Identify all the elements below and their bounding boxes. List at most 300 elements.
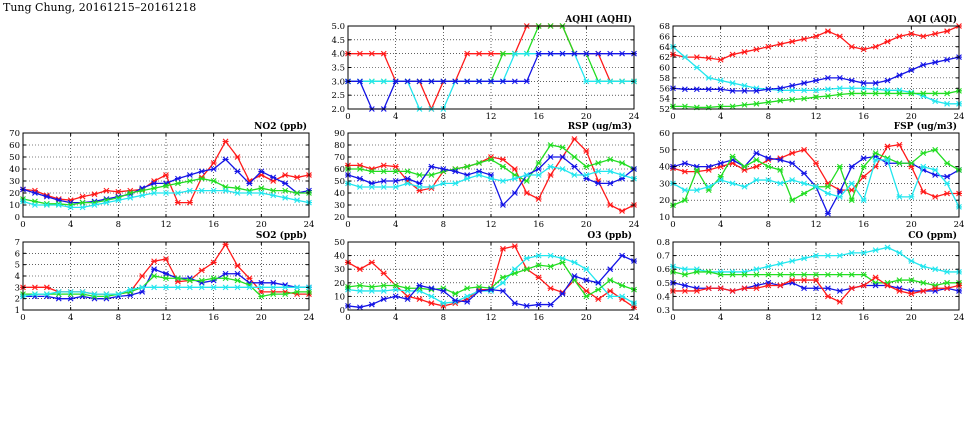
data-point <box>742 49 748 54</box>
data-point <box>849 91 855 96</box>
data-point <box>548 253 554 258</box>
chart-title: SO2 (ppb) <box>255 231 307 241</box>
panel-co <box>656 230 964 323</box>
data-point <box>294 198 300 203</box>
y-tick-label: 60 <box>659 129 670 139</box>
data-point <box>464 164 470 169</box>
data-point <box>789 83 795 88</box>
data-point <box>920 264 926 269</box>
y-tick-label: 0.7 <box>656 251 670 262</box>
data-point <box>694 188 700 193</box>
data-point <box>619 294 625 299</box>
y-tick-label: 7 <box>14 238 20 248</box>
data-point <box>440 288 446 293</box>
data-point <box>944 181 950 186</box>
data-point <box>694 288 700 293</box>
y-tick-label: 60 <box>9 141 20 151</box>
data-point <box>512 79 518 84</box>
data-point <box>357 167 363 172</box>
data-point <box>536 167 542 172</box>
data-point <box>282 181 288 186</box>
data-point <box>619 283 625 288</box>
data-point <box>813 184 819 189</box>
x-tick-label: 20 <box>580 112 592 122</box>
data-point <box>682 267 688 272</box>
data-point <box>595 79 601 84</box>
y-tick-label: 52 <box>659 105 670 115</box>
y-tick-label: 30 <box>659 179 670 190</box>
data-point <box>607 288 613 293</box>
data-point <box>258 285 264 290</box>
data-point <box>789 88 795 93</box>
x-tick-label: 0 <box>670 313 676 323</box>
data-point <box>837 92 843 97</box>
data-point <box>175 176 181 181</box>
data-point <box>258 186 264 191</box>
data-point <box>595 51 601 56</box>
y-tick-label: 0.3 <box>656 306 670 316</box>
data-point <box>175 200 181 205</box>
data-point <box>607 267 613 272</box>
data-point <box>211 285 217 290</box>
data-point <box>873 91 879 96</box>
y-tick-label: 2 <box>14 294 20 305</box>
data-point <box>885 144 891 149</box>
x-tick-label: 12 <box>485 220 497 230</box>
data-point <box>500 179 506 184</box>
data-point <box>560 155 566 160</box>
data-point <box>223 276 229 281</box>
data-point <box>548 264 554 269</box>
data-point <box>742 88 748 93</box>
data-point <box>706 75 712 80</box>
data-point <box>464 176 470 181</box>
y-tick-label: 90 <box>334 129 345 139</box>
data-point <box>777 98 783 103</box>
y-tick-label: 70 <box>9 129 20 139</box>
data-point <box>920 280 926 285</box>
data-point <box>428 164 434 169</box>
x-tick-label: 12 <box>810 220 822 230</box>
data-point <box>571 164 577 169</box>
data-point <box>932 267 938 272</box>
data-point <box>405 297 411 302</box>
data-point <box>235 186 241 191</box>
data-point <box>849 286 855 291</box>
data-point <box>369 185 375 190</box>
x-tick-label: 24 <box>628 112 640 122</box>
data-point <box>571 274 577 279</box>
y-tick-label: 0 <box>339 306 345 316</box>
data-point <box>187 200 193 205</box>
y-tick-label: 20 <box>659 196 670 207</box>
data-point <box>417 283 423 288</box>
data-point <box>80 200 86 205</box>
data-point <box>742 83 748 88</box>
data-point <box>32 203 38 208</box>
page-title: Tung Chung, 20161215–20161218 <box>3 1 197 14</box>
y-tick-label: 4.0 <box>331 49 345 60</box>
data-point <box>944 269 950 274</box>
x-tick-label: 24 <box>953 220 965 230</box>
data-point <box>896 142 902 147</box>
data-point <box>571 173 577 178</box>
data-point <box>619 161 625 166</box>
chart-title: RSP (ug/m3) <box>567 122 632 132</box>
data-point <box>393 185 399 190</box>
data-point <box>706 164 712 169</box>
data-point <box>706 56 712 61</box>
data-point <box>32 285 38 290</box>
x-tick-label: 16 <box>858 313 870 323</box>
data-point <box>512 167 518 172</box>
x-tick-label: 4 <box>392 220 399 230</box>
data-point <box>932 31 938 36</box>
data-point <box>885 39 891 44</box>
data-point <box>932 167 938 172</box>
data-point <box>548 164 554 169</box>
data-point <box>885 78 891 83</box>
data-point <box>393 294 399 299</box>
data-point <box>357 305 363 310</box>
data-point <box>825 87 831 92</box>
data-point <box>500 157 506 162</box>
data-point <box>381 51 387 56</box>
data-point <box>151 267 157 272</box>
data-point <box>452 79 458 84</box>
data-point <box>861 156 867 161</box>
data-point <box>476 173 482 178</box>
data-point <box>524 79 530 84</box>
data-point <box>801 272 807 277</box>
data-point <box>873 248 879 253</box>
data-point <box>223 188 229 193</box>
data-point <box>175 276 181 281</box>
data-point <box>718 286 724 291</box>
data-point <box>357 185 363 190</box>
data-point <box>103 188 109 193</box>
data-point <box>282 195 288 200</box>
chart-title: CO (ppm) <box>908 231 957 241</box>
data-point <box>548 143 554 148</box>
panel-fsp <box>659 121 964 230</box>
data-point <box>369 260 375 265</box>
data-point <box>742 272 748 277</box>
data-point <box>524 256 530 261</box>
data-point <box>512 51 518 56</box>
data-point <box>163 276 169 281</box>
data-point <box>381 283 387 288</box>
x-tick-label: 24 <box>303 313 315 323</box>
data-point <box>464 51 470 56</box>
data-point <box>825 191 831 196</box>
panel-no2 <box>9 121 314 230</box>
data-point <box>607 79 613 84</box>
x-tick-label: 8 <box>765 112 772 122</box>
y-tick-label: 40 <box>659 162 670 173</box>
data-point <box>932 194 938 199</box>
data-point <box>718 78 724 83</box>
data-point <box>595 169 601 174</box>
data-point <box>619 209 625 214</box>
data-point <box>825 211 831 216</box>
data-point <box>175 181 181 186</box>
data-point <box>861 81 867 86</box>
data-point <box>920 91 926 96</box>
x-tick-label: 0 <box>670 112 676 122</box>
data-point <box>500 51 506 56</box>
data-point <box>873 44 879 49</box>
data-point <box>682 87 688 92</box>
y-tick-label: 3 <box>14 283 20 294</box>
y-tick-label: 66 <box>659 32 670 43</box>
x-tick-label: 12 <box>810 313 822 323</box>
data-point <box>813 78 819 83</box>
data-point <box>694 65 700 70</box>
data-point <box>381 297 387 302</box>
panel-o3 <box>334 230 639 323</box>
data-point <box>730 104 736 109</box>
data-point <box>730 181 736 186</box>
data-point <box>381 79 387 84</box>
data-point <box>837 299 843 304</box>
data-point <box>127 195 133 200</box>
data-point <box>500 79 506 84</box>
data-point <box>789 97 795 102</box>
data-point <box>789 151 795 156</box>
data-point <box>944 174 950 179</box>
y-tick-label: 50 <box>9 153 20 163</box>
data-point <box>428 294 434 299</box>
data-point <box>357 283 363 288</box>
y-tick-label: 5.0 <box>331 22 345 32</box>
panel-aqhi <box>331 14 639 122</box>
data-point <box>730 88 736 93</box>
data-point <box>282 188 288 193</box>
y-tick-label: 6 <box>14 249 20 260</box>
data-point <box>258 294 264 299</box>
data-point <box>837 194 843 199</box>
data-point <box>548 155 554 160</box>
data-point <box>789 272 795 277</box>
data-point <box>706 286 712 291</box>
x-tick-label: 20 <box>580 220 592 230</box>
data-point <box>163 285 169 290</box>
data-point <box>873 81 879 86</box>
y-tick-label: 58 <box>659 73 670 84</box>
data-point <box>896 34 902 39</box>
data-point <box>139 274 145 279</box>
data-point <box>583 267 589 272</box>
x-tick-label: 24 <box>953 112 965 122</box>
data-point <box>560 51 566 56</box>
data-point <box>896 278 902 283</box>
data-point <box>753 157 759 162</box>
y-tick-label: 4.5 <box>331 35 345 46</box>
data-point <box>920 189 926 194</box>
data-point <box>512 176 518 181</box>
data-point <box>211 161 217 166</box>
data-point <box>718 57 724 62</box>
x-tick-label: 4 <box>717 313 724 323</box>
data-point <box>825 286 831 291</box>
data-point <box>187 188 193 193</box>
x-tick-label: 20 <box>905 112 917 122</box>
chart-title: FSP (ug/m3) <box>893 122 957 132</box>
data-point <box>405 169 411 174</box>
data-point <box>151 285 157 290</box>
data-point <box>211 188 217 193</box>
data-point <box>381 163 387 168</box>
data-point <box>619 253 625 258</box>
data-point <box>270 188 276 193</box>
data-point <box>524 267 530 272</box>
data-point <box>777 283 783 288</box>
data-point <box>381 179 387 184</box>
x-tick-label: 24 <box>628 220 640 230</box>
y-tick-label: 50 <box>659 145 670 156</box>
data-point <box>548 173 554 178</box>
data-point <box>282 173 288 178</box>
data-point <box>211 179 217 184</box>
data-point <box>536 173 542 178</box>
x-tick-label: 4 <box>717 220 724 230</box>
y-tick-label: 30 <box>334 201 345 211</box>
y-tick-label: 20 <box>334 278 345 289</box>
data-point <box>944 91 950 96</box>
data-point <box>381 185 387 190</box>
data-point <box>825 75 831 80</box>
data-point <box>908 161 914 166</box>
data-point <box>813 286 819 291</box>
data-point <box>682 55 688 60</box>
x-tick-label: 12 <box>160 220 172 230</box>
data-point <box>294 191 300 196</box>
data-point <box>801 286 807 291</box>
data-point <box>682 288 688 293</box>
data-point <box>294 285 300 290</box>
data-point <box>765 164 771 169</box>
panel-aqi <box>659 14 964 122</box>
data-point <box>742 184 748 189</box>
x-tick-label: 8 <box>765 313 772 323</box>
chart-title: O3 (ppb) <box>587 231 632 241</box>
y-tick-label: 60 <box>334 165 345 175</box>
data-point <box>837 288 843 293</box>
data-point <box>944 57 950 62</box>
y-tick-label: 0 <box>14 213 20 223</box>
data-point <box>381 271 387 276</box>
data-point <box>730 154 736 159</box>
y-tick-label: 5 <box>14 260 20 271</box>
data-point <box>500 275 506 280</box>
data-point <box>777 42 783 47</box>
data-point <box>258 191 264 196</box>
data-point <box>873 283 879 288</box>
data-point <box>682 188 688 193</box>
data-point <box>488 176 494 181</box>
data-point <box>524 191 530 196</box>
data-point <box>476 51 482 56</box>
y-tick-label: 68 <box>659 22 670 32</box>
x-tick-label: 4 <box>67 313 74 323</box>
data-point <box>199 285 205 290</box>
series-line-red <box>673 26 959 60</box>
data-point <box>417 173 423 178</box>
x-tick-label: 8 <box>765 220 772 230</box>
data-point <box>908 291 914 296</box>
data-point <box>607 51 613 56</box>
x-tick-label: 20 <box>255 220 267 230</box>
y-tick-label: 30 <box>9 177 20 187</box>
x-tick-label: 16 <box>533 112 545 122</box>
x-tick-label: 12 <box>160 313 172 323</box>
x-tick-label: 16 <box>533 220 545 230</box>
data-point <box>789 278 795 283</box>
data-point <box>920 62 926 67</box>
data-point <box>548 51 554 56</box>
data-point <box>837 272 843 277</box>
data-point <box>235 191 241 196</box>
x-tick-label: 0 <box>20 313 26 323</box>
data-point <box>944 161 950 166</box>
data-point <box>357 176 363 181</box>
data-point <box>607 169 613 174</box>
y-tick-label: 0.6 <box>656 265 670 276</box>
data-point <box>849 181 855 186</box>
data-point <box>730 288 736 293</box>
data-point <box>920 151 926 156</box>
data-point <box>524 173 530 178</box>
data-point <box>789 161 795 166</box>
data-point <box>139 193 145 198</box>
data-point <box>801 181 807 186</box>
data-point <box>801 96 807 101</box>
data-point <box>706 87 712 92</box>
data-point <box>718 161 724 166</box>
data-point <box>476 79 482 84</box>
data-point <box>595 280 601 285</box>
x-tick-label: 16 <box>858 220 870 230</box>
data-point <box>571 137 577 142</box>
x-tick-label: 4 <box>717 112 724 122</box>
data-point <box>357 79 363 84</box>
data-point <box>560 145 566 150</box>
data-point <box>560 167 566 172</box>
data-point <box>753 164 759 169</box>
panel-rsp <box>334 121 639 230</box>
data-point <box>536 197 542 202</box>
data-point <box>777 261 783 266</box>
data-point <box>896 288 902 293</box>
data-point <box>742 102 748 107</box>
data-point <box>464 79 470 84</box>
data-point <box>896 73 902 78</box>
data-point <box>694 55 700 60</box>
data-point <box>199 268 205 273</box>
data-point <box>536 161 542 166</box>
data-point <box>837 253 843 258</box>
data-point <box>417 185 423 190</box>
x-tick-label: 8 <box>115 220 122 230</box>
data-point <box>583 173 589 178</box>
y-tick-label: 56 <box>659 84 670 95</box>
y-tick-label: 54 <box>659 94 670 105</box>
data-point <box>849 44 855 49</box>
data-point <box>235 169 241 174</box>
y-tick-label: 0.5 <box>656 278 670 289</box>
data-point <box>500 280 506 285</box>
